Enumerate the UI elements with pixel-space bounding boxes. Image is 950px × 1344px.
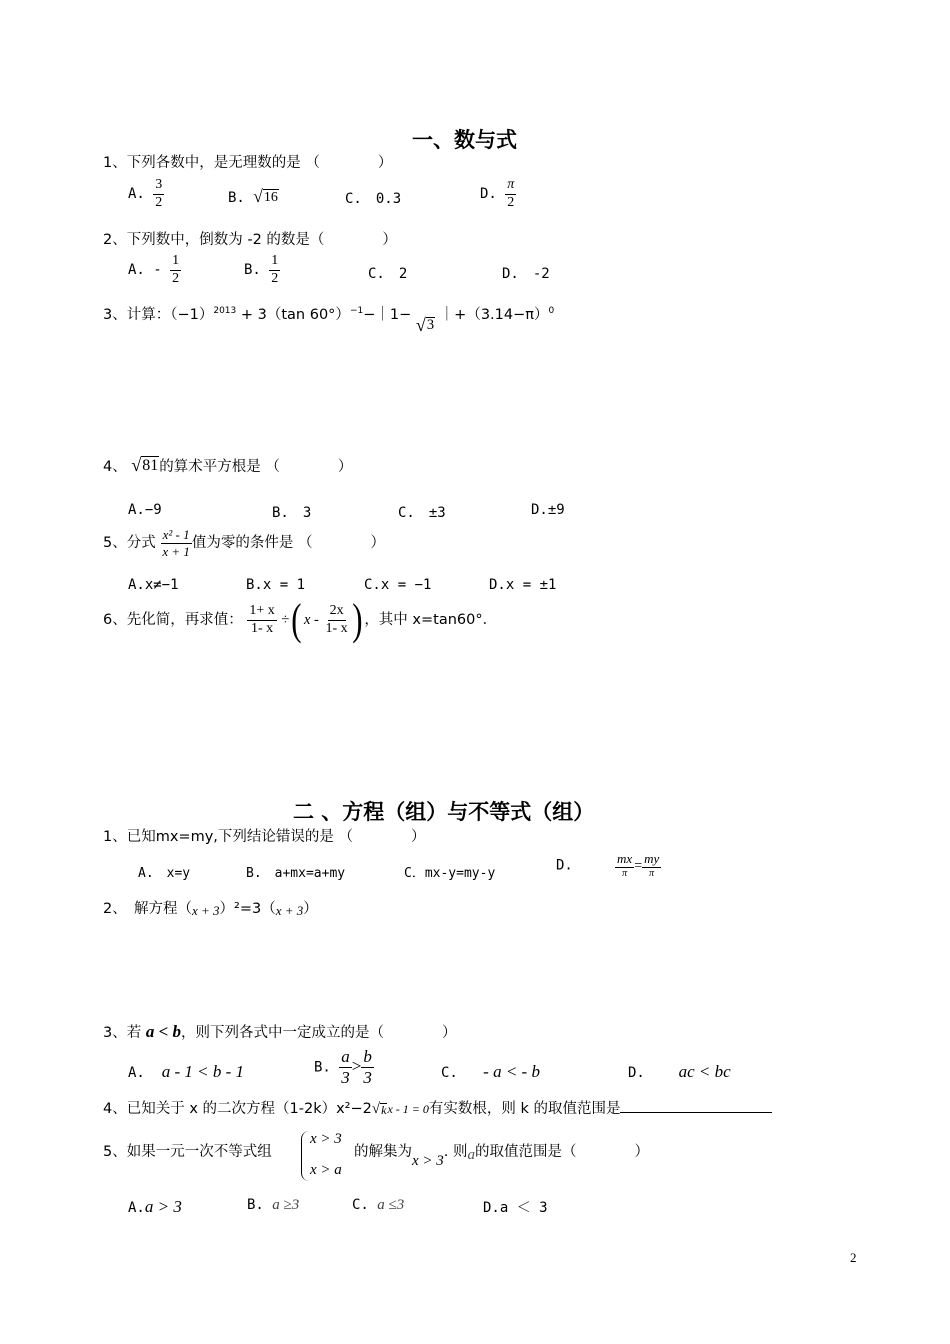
option-label: A. [128, 1065, 145, 1081]
question-2-3 [103, 1021, 457, 1042]
question-text: ，则下列各式中一定成立的是（ ） [181, 1025, 457, 1041]
section-title-numbers-expressions: 一、数与式 [412, 128, 517, 152]
question-1-5 [103, 528, 385, 558]
system-brace [301, 1131, 310, 1181]
inequality: a > 3 [144, 1197, 182, 1216]
option-1-1-a [128, 178, 164, 210]
divide-sign: ÷ [281, 612, 290, 628]
option-1-4-c: C. ±3 [398, 505, 446, 521]
radicand: k [381, 1102, 387, 1117]
expression-part: ） [303, 901, 318, 917]
fraction [339, 1048, 352, 1087]
option-2-1-a: A. x=y [138, 866, 191, 881]
option-1-1-c: C. 0.3 [345, 191, 402, 207]
question-text: . 则 [443, 1144, 468, 1160]
question-2-2 [103, 897, 318, 918]
fraction [153, 178, 164, 210]
expression-part: x - [303, 612, 319, 628]
option-1-4-d: D.±9 [531, 502, 565, 518]
expression-part: ）²=3（ [219, 901, 276, 917]
option-2-1-c: C．mx-y=my-y [404, 866, 496, 881]
square-root [253, 188, 279, 206]
question-1-2: 2、下列数中，倒数为 -2 的数是（ ） [103, 232, 397, 248]
denominator: 3 [363, 1067, 372, 1087]
expression: x + 3 [191, 903, 220, 918]
numerator: 1 [269, 254, 280, 271]
question-2-1: 1、已知mx=my,下列结论错误的是 （ ） [103, 829, 426, 845]
square-root [131, 456, 159, 475]
question-1-1: 1、下列各数中，是无理数的是 （ ） [103, 155, 393, 171]
question-prefix: 4、已知关于 x 的二次方程（1-2k）x²−2 [103, 1101, 372, 1117]
option-label: B. [247, 1197, 264, 1213]
question-text: 值为零的条件是 （ ） [191, 535, 385, 552]
numerator: my [644, 851, 660, 866]
numerator: 1 [170, 254, 181, 271]
left-paren: ( [291, 595, 302, 644]
radicand: 81 [142, 456, 159, 474]
answer-blank[interactable] [620, 1112, 772, 1113]
variable-a: a [467, 1147, 475, 1163]
option-1-2-a [128, 254, 181, 286]
option-label: D. [480, 186, 497, 203]
fraction [323, 604, 349, 636]
denominator: 3 [341, 1067, 350, 1087]
numerator: 3 [153, 178, 164, 195]
fraction [642, 852, 661, 879]
option-label: D. [556, 857, 573, 874]
option-1-5-a: A.x≠−1 [128, 577, 179, 593]
inequality: a ≤3 [377, 1197, 405, 1213]
radical-sign: √ [253, 186, 263, 206]
option-2-3-a [128, 1062, 244, 1082]
square-root [416, 316, 435, 334]
option-label: D. [628, 1065, 645, 1081]
question-2-4 [103, 1097, 772, 1118]
option-1-4-b: B. 3 [272, 505, 312, 521]
question-1-4 [103, 455, 352, 476]
right-paren: ) [351, 595, 363, 644]
denominator: 1- x [325, 620, 348, 636]
radical-sign: √ [131, 455, 142, 475]
question-prefix: 3、若 [103, 1025, 142, 1041]
question-2-5-prefix: 5、如果一元一次不等式组 [103, 1144, 272, 1160]
question-suffix: ，其中 x=tan60°． [364, 612, 498, 628]
option-1-2-b [244, 254, 280, 286]
radical-sign: √ [415, 315, 426, 335]
option-label: A. [128, 186, 145, 203]
inequality: a - 1 < b - 1 [161, 1062, 245, 1081]
radicand: 16 [263, 190, 278, 206]
question-2-5-text [354, 1140, 649, 1169]
equation: x - 1 = 0 [387, 1102, 429, 1116]
inequality: - a < - b [483, 1062, 540, 1081]
system-line-2: x > a [310, 1162, 342, 1178]
option-label: A. [128, 262, 145, 279]
option-2-5-d: D.a ＜ 3 [483, 1200, 548, 1216]
fraction [505, 178, 516, 210]
question-suffix: 有实数根，则 k 的取值范围是 [428, 1101, 621, 1117]
question-prefix: 6、先化简，再求值： [103, 612, 243, 628]
expression-part: ｜+（3.14−π） [439, 307, 549, 323]
question-suffix: 的取值范围是（ ） [475, 1144, 649, 1160]
fraction [247, 604, 276, 636]
inequality: ac < bc [678, 1062, 731, 1081]
expression-part: + 3（tan 60°） [236, 307, 350, 323]
option-label: C. [441, 1065, 458, 1081]
page-number: 2 [850, 1250, 857, 1265]
numerator: mx [617, 851, 633, 866]
denominator: 2 [507, 194, 515, 210]
exponent: 0 [548, 306, 555, 317]
equals-sign: = [634, 858, 643, 874]
numerator: x² - 1 [162, 527, 190, 542]
denominator: π [622, 867, 628, 879]
section-title-equations-inequalities: 二 、方程（组）与不等式（组） [293, 800, 595, 824]
fraction [269, 254, 280, 286]
numerator: a [341, 1047, 350, 1066]
expression-part: −｜1− [363, 307, 412, 323]
option-1-5-d: D.x = ±1 [489, 577, 557, 593]
radicand: 3 [426, 317, 435, 334]
numerator: 1+ x [247, 604, 276, 621]
option-2-1-d [556, 852, 661, 879]
denominator: x + 1 [162, 543, 190, 559]
question-text: 的算术平方根是 （ ） [159, 459, 353, 475]
question-number: 4、 [103, 459, 127, 475]
denominator: π [649, 867, 655, 879]
option-1-1-b [228, 188, 279, 206]
fraction [160, 528, 192, 558]
option-label: B. [228, 190, 245, 206]
option-2-5-c [352, 1197, 404, 1214]
condition: a < b [145, 1022, 182, 1041]
question-1-3 [103, 303, 555, 335]
solution-set: x > 3 [412, 1153, 444, 1169]
option-2-5-a [128, 1197, 182, 1217]
denominator: 2 [271, 270, 279, 286]
fraction [615, 852, 634, 879]
numerator: π [505, 178, 516, 195]
square-root [372, 1102, 388, 1117]
numerator: b [363, 1047, 372, 1066]
fraction [361, 1048, 374, 1087]
option-label: A. [128, 1200, 145, 1216]
denominator: 2 [155, 194, 163, 210]
question-1-6 [103, 595, 498, 644]
option-1-5-c: C.x = −1 [364, 577, 432, 593]
greater-than-sign: > [351, 1056, 362, 1076]
option-1-4-a: A.−9 [128, 502, 162, 518]
option-2-3-b [314, 1048, 374, 1087]
option-1-1-d [480, 178, 516, 210]
option-2-3-c [441, 1062, 540, 1082]
option-1-2-c: C. 2 [368, 266, 408, 282]
exponent: −1 [349, 306, 364, 317]
option-2-3-d [628, 1062, 731, 1082]
denominator: 2 [172, 270, 180, 286]
inequality: a ≥3 [272, 1197, 300, 1213]
fraction [170, 254, 181, 286]
numerator: 2x [328, 604, 346, 621]
option-1-2-d: D. -2 [502, 266, 550, 282]
option-2-5-b [247, 1197, 299, 1214]
question-prefix: 5、分式 [103, 535, 156, 552]
expression: x + 3 [275, 903, 304, 918]
option-2-1-b: B. a+mx=a+my [246, 866, 346, 881]
option-label: B. [314, 1059, 331, 1076]
option-label: C. [352, 1197, 369, 1213]
system-line-1: x > 3 [310, 1131, 342, 1147]
option-label: B. [244, 262, 261, 279]
minus-sign: - [153, 262, 162, 279]
denominator: 1- x [250, 620, 274, 636]
expression-part: 3、计算：（−1） [103, 307, 214, 323]
expression-part: 2、 解方程（ [103, 901, 192, 917]
question-text: 的解集为 [354, 1144, 412, 1160]
exponent: 2013 [213, 306, 237, 317]
radical-sign: √ [371, 1101, 381, 1117]
option-1-5-b: B.x = 1 [246, 577, 306, 593]
